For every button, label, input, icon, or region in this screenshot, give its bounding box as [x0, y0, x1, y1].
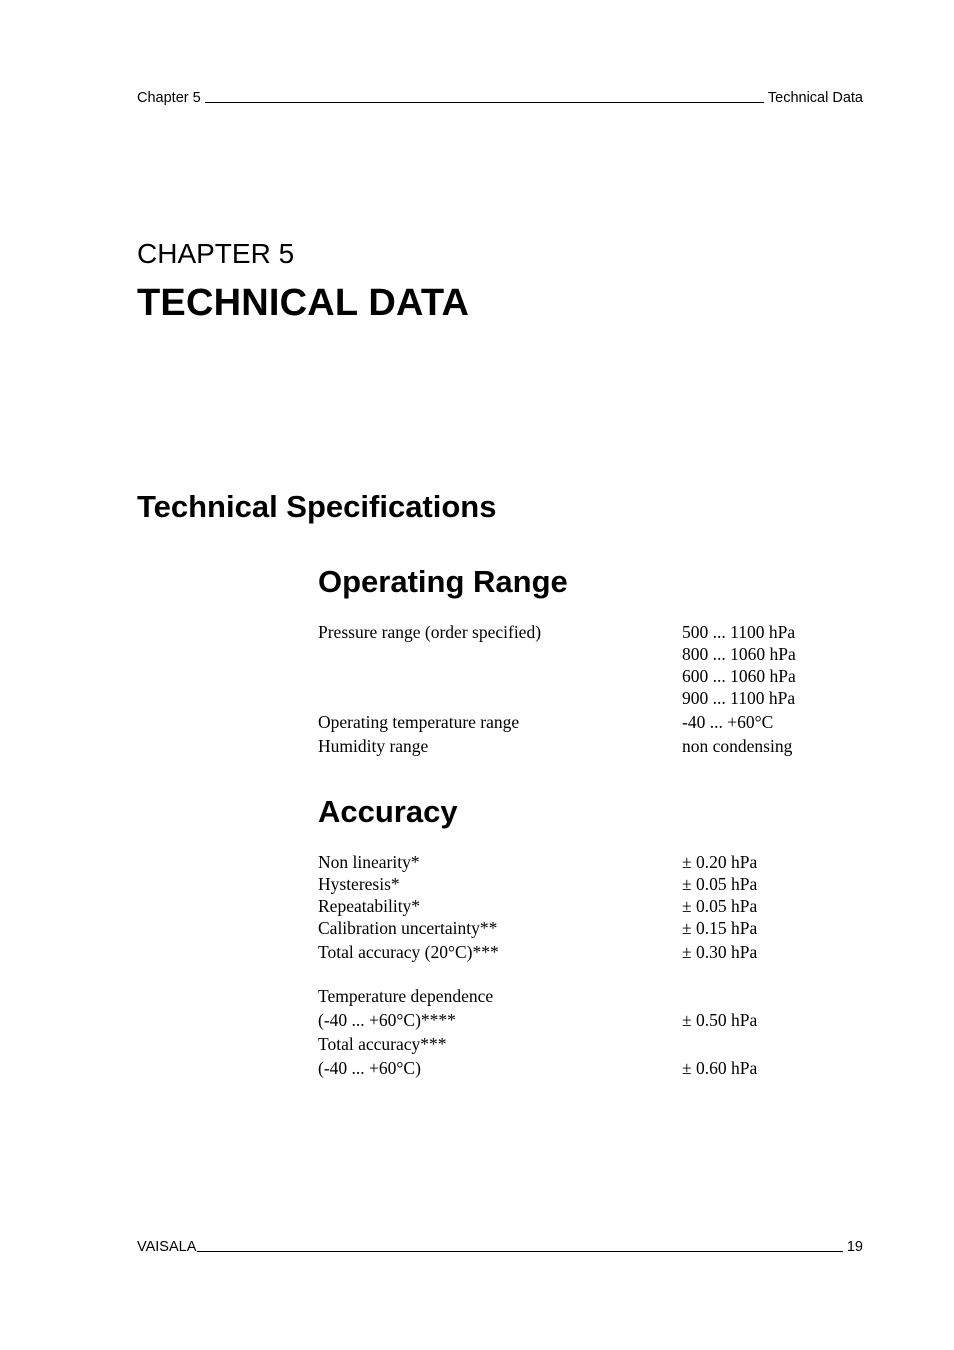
table-row: [318, 917, 838, 939]
running-header: [137, 90, 863, 106]
table-row: [318, 941, 838, 963]
accuracy-value: ± 0.05 hPa: [682, 874, 758, 894]
table-row: [318, 1033, 838, 1055]
table-row: [318, 985, 838, 1007]
total-accuracy-value: ± 0.60 hPa: [682, 1058, 758, 1078]
table-row: [318, 1009, 838, 1031]
humidity-range-value: non condensing: [682, 736, 793, 756]
accuracy-value: ± 0.20 hPa: [682, 852, 758, 872]
header-rule: [205, 102, 764, 103]
chapter-title: TECHNICAL DATA: [137, 282, 470, 324]
temperature-range-label: Operating temperature range: [318, 712, 520, 732]
accuracy-value: ± 0.30 hPa: [682, 942, 758, 962]
operating-range-table: [318, 621, 838, 757]
table-row: [318, 711, 838, 733]
table-row: [318, 873, 838, 895]
accuracy-table: [318, 851, 838, 1079]
total-accuracy-range: (-40 ... +60°C): [318, 1058, 421, 1078]
accuracy-label: Repeatability*: [318, 896, 421, 916]
accuracy-label: Calibration uncertainty**: [318, 918, 498, 938]
table-row: [318, 851, 838, 873]
pressure-range-value: 600 ... 1060 hPa: [682, 666, 796, 686]
table-row: [318, 1057, 838, 1079]
pressure-range-label: Pressure range (order specified): [318, 622, 542, 642]
accuracy-label: Hysteresis*: [318, 874, 400, 894]
table-row: [318, 621, 838, 643]
page-number: 19: [846, 1239, 863, 1255]
accuracy-label: Non linearity*: [318, 852, 420, 872]
table-row: [318, 665, 838, 687]
accuracy-value: ± 0.05 hPa: [682, 896, 758, 916]
header-section: Technical Data: [767, 90, 863, 106]
temperature-dependence-range: (-40 ... +60°C)****: [318, 1010, 456, 1030]
header-chapter: Chapter 5: [137, 90, 201, 106]
table-row: [318, 735, 838, 757]
accuracy-value: ± 0.15 hPa: [682, 918, 758, 938]
section-title: Technical Specifications: [137, 489, 497, 524]
accuracy-label: Total accuracy (20°C)***: [318, 942, 499, 962]
humidity-range-label: Humidity range: [318, 736, 429, 756]
accuracy-heading: Accuracy: [318, 794, 458, 829]
table-row: [318, 643, 838, 665]
table-row: [318, 687, 838, 709]
total-accuracy-label: Total accuracy***: [318, 1034, 447, 1054]
operating-range-heading: Operating Range: [318, 564, 568, 599]
chapter-label: CHAPTER 5: [137, 238, 295, 269]
pressure-range-value: 500 ... 1100 hPa: [682, 622, 796, 642]
pressure-range-value: 900 ... 1100 hPa: [682, 688, 796, 708]
footer-rule: [197, 1251, 842, 1252]
footer-company: VAISALA: [137, 1239, 197, 1255]
temperature-dependence-value: ± 0.50 hPa: [682, 1010, 758, 1030]
table-row: [318, 895, 838, 917]
pressure-range-value: 800 ... 1060 hPa: [682, 644, 796, 664]
temperature-dependence-label: Temperature dependence: [318, 986, 494, 1006]
running-footer: [137, 1239, 863, 1255]
temperature-range-value: -40 ... +60°C: [682, 712, 774, 732]
